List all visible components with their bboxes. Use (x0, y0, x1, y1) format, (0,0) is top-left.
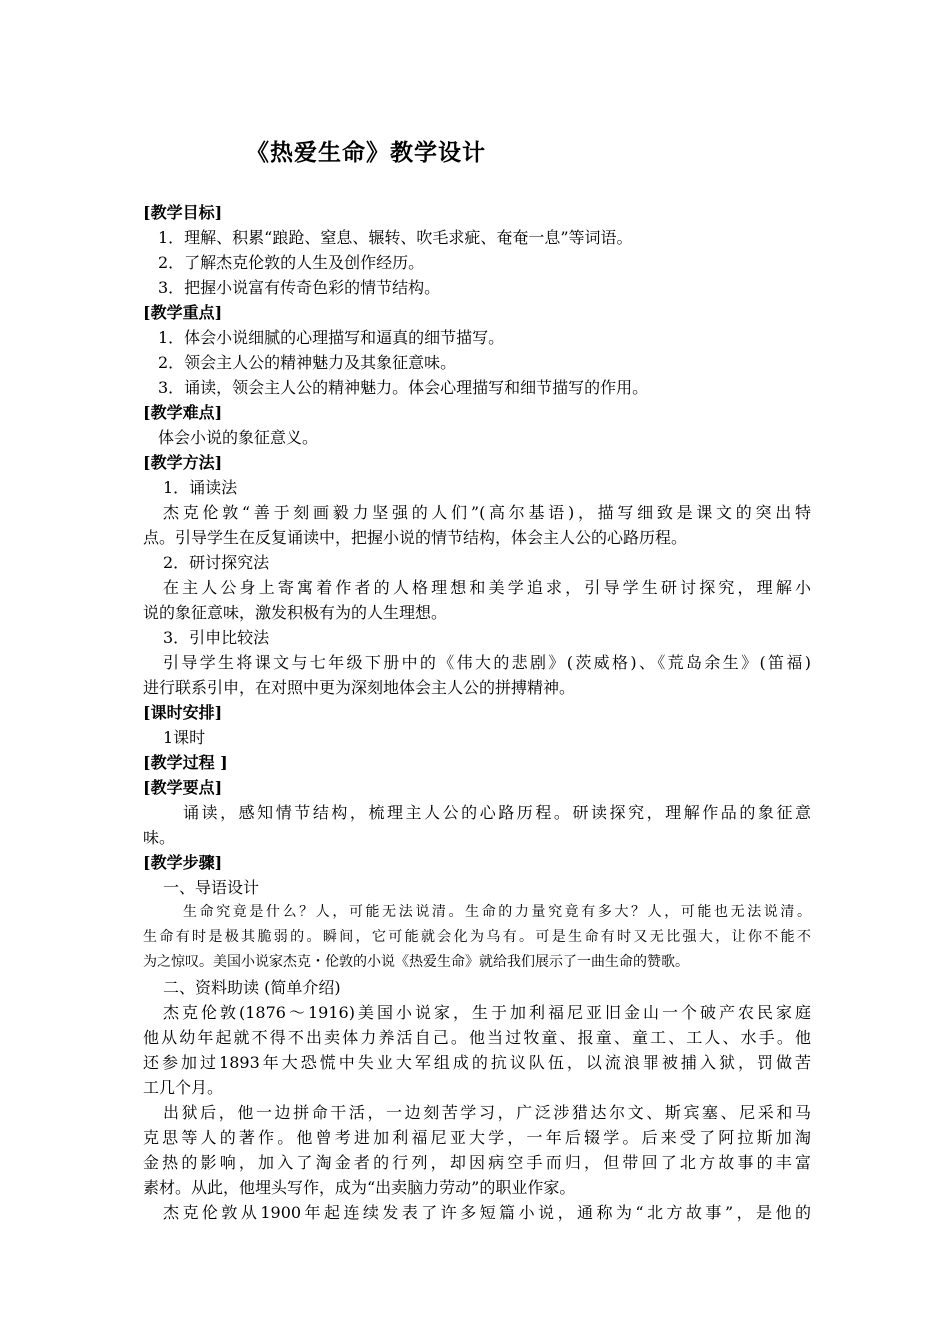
objective-item: 1．理解、积累“踉跄、窒息、辗转、吹毛求疵、奄奄一息”等词语。 (158, 228, 633, 247)
section-heading-difficulties: [教学难点] (143, 403, 223, 422)
section-heading-steps: [教学步骤] (143, 853, 223, 872)
paragraph-line: 点。引导学生在反复诵读中，把握小说的情节结构，体会主人公的心路历程。 (143, 528, 688, 547)
paragraph-line: 味。 (143, 828, 176, 847)
section-heading-process: [教学过程 ] (143, 753, 228, 772)
paragraph-line: 生命有时是极其脆弱的。瞬间，它可能就会化为乌有。可是生命有时又无比强大，让你不能不 (143, 929, 811, 945)
step-title: 二、资料助读 (简单介绍) (163, 978, 341, 997)
paragraph-line: 还参加过1893年大恐慌中失业大军组成的抗议队伍，以流浪罪被捕入狱，罚做苦 (143, 1053, 811, 1072)
paragraph-line: 金热的影响，加入了淘金者的行列，却因病空手而归，但带回了北方故事的丰富 (143, 1153, 811, 1172)
paragraph-line: 工几个月。 (143, 1078, 224, 1097)
section-heading-main-points: [教学要点] (143, 778, 223, 797)
section-heading-methods: [教学方法] (143, 453, 223, 472)
key-point-item: 3．诵读，领会主人公的精神魅力。体会心理描写和细节描写的作用。 (158, 378, 649, 397)
objective-item: 3．把握小说富有传奇色彩的情节结构。 (158, 278, 441, 297)
section-heading-key-points: [教学重点] (143, 303, 223, 322)
paragraph-line: 引导学生将课文与七年级下册中的《伟大的悲剧》(茨威格)、《荒岛余生》(笛福) (163, 653, 811, 672)
method-title: 1．诵读法 (163, 478, 238, 497)
paragraph-line: 说的象征意味，激发积极有为的人生理想。 (143, 603, 448, 622)
objective-item: 2．了解杰克伦敦的人生及创作经历。 (158, 253, 425, 272)
key-point-item: 2．领会主人公的精神魅力及其象征意味。 (158, 353, 457, 372)
paragraph-line: 生命究竟是什么？人，可能无法说清。生命的力量究竟有多大？人，可能也无法说清。 (183, 904, 811, 920)
paragraph-line: 进行联系引申，在对照中更为深刻地体会主人公的拼搏精神。 (143, 678, 576, 697)
paragraph-line: 杰克伦敦“善于刻画毅力坚强的人们”(高尔基语)，描写细致是课文的突出特 (163, 503, 811, 522)
step-title: 一、导语设计 (163, 878, 260, 897)
schedule-value: 1课时 (163, 728, 206, 747)
paragraph-line: 诵读，感知情节结构，梳理主人公的心路历程。研读探究，理解作品的象征意 (183, 803, 811, 822)
paragraph-line: 杰克伦敦(1876～1916)美国小说家，生于加利福尼亚旧金山一个破产农民家庭 (163, 1003, 811, 1022)
paragraph-line: 在主人公身上寄寓着作者的人格理想和美学追求，引导学生研讨探究，理解小 (163, 578, 811, 597)
method-title: 2．研讨探究法 (163, 553, 270, 572)
paragraph-line: 为之惊叹。美国小说家杰克・伦敦的小说《热爱生命》就给我们展示了一曲生命的赞歌。 (143, 954, 689, 970)
paragraph-line: 素材。从此，他埋头写作，成为“出卖脑力劳动”的职业作家。 (143, 1178, 576, 1197)
paragraph-line: 杰克伦敦从1900年起连续发表了许多短篇小说，通称为“北方故事”，是他的 (163, 1203, 811, 1222)
document-body (143, 200, 811, 1225)
section-heading-schedule: [课时安排] (143, 703, 223, 722)
key-point-item: 1．体会小说细腻的心理描写和逼真的细节描写。 (158, 328, 505, 347)
difficulty-item: 体会小说的象征意义。 (158, 428, 319, 447)
paragraph-line: 他从幼年起就不得不出卖体力养活自己。他当过牧童、报童、童工、工人、水手。他 (143, 1028, 811, 1047)
section-heading-objectives: [教学目标] (143, 203, 223, 222)
paragraph-line: 克思等人的著作。他曾考进加利福尼亚大学，一年后辍学。后来受了阿拉斯加淘 (143, 1128, 811, 1147)
document-title: 《热爱生命》教学设计 (246, 139, 486, 166)
method-title: 3．引申比较法 (163, 628, 270, 647)
paragraph-line: 出狱后，他一边拼命干活，一边刻苦学习，广泛涉猎达尔文、斯宾塞、尼采和马 (163, 1103, 811, 1122)
